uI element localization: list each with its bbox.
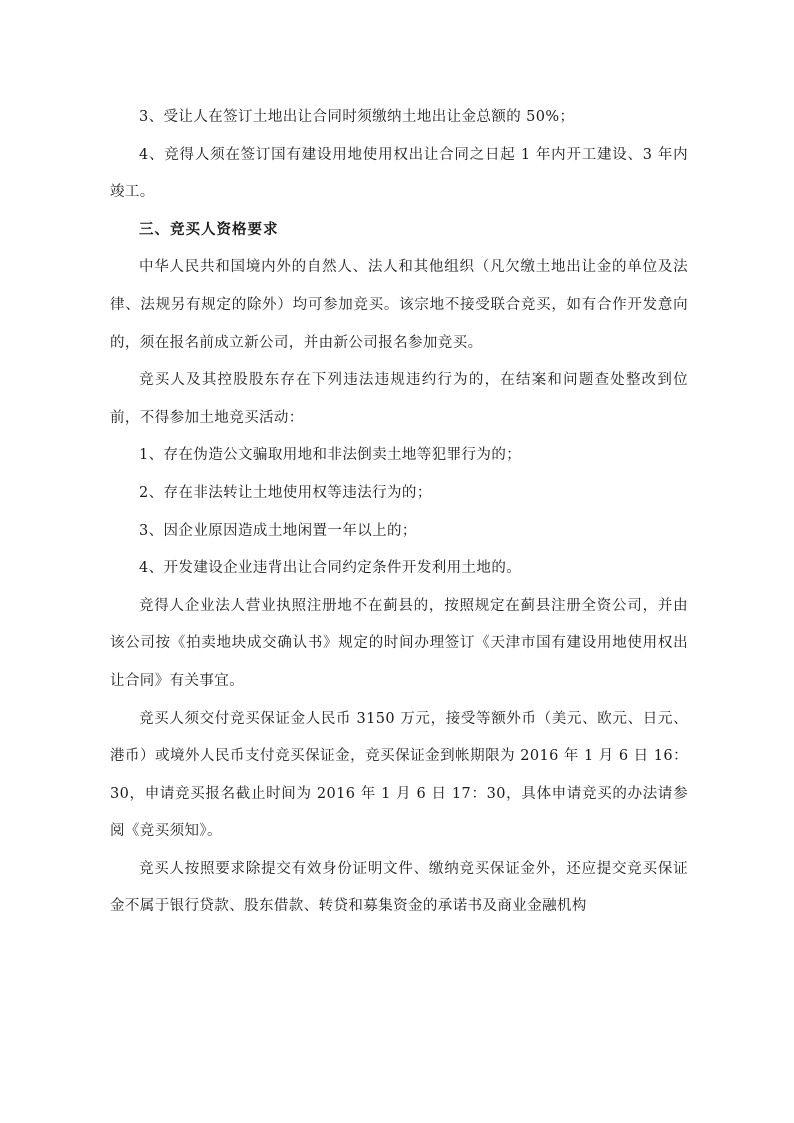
list-item-forgery: 1、存在伪造公文骗取用地和非法倒卖土地等犯罪行为的； [139,447,522,464]
paragraph-eligible-bidders: 中华人民共和国境内外的自然人、法人和其他组织（凡欠缴土地出让金的单位及法律、法规另有规定的除外）均可参加竞买。该宗地不接受联合竞买，如有合作开发意向的，须在报名前成立新公司，并由新公司报名参加竞买。 [110,259,688,351]
list-item-contract-violation: 4、开发建设企业违背出让合同约定条件开发利用土地的。 [139,560,522,577]
section-heading-qualification: 三、竞买人资格要求 [139,221,279,238]
paragraph-required-documents: 竞买人按照要求除提交有效身份证明文件、缴纳竞买保证金外，还应提交竞买保证金不属于银行贷款、股东借款、转贷和募集资金的承诺书及商业金融机构 [110,860,688,915]
paragraph-registration-location: 竞得人企业法人营业执照注册地不在蓟县的，按照规定在蓟县注册全资公司，并由该公司按《拍卖地块成交确认书》规定的时间办理签订《天津市国有建设用地使用权出让合同》有关事宜。 [110,597,688,689]
paragraph-deposit: 竞买人须交付竞买保证金人民币 3150 万元，接受等额外币（美元、欧元、日元、港币）或境外人民币支付竞买保证金，竞买保证金到帐期限为 2016 年 1 月 6 日 16：30，申请竞买报名截止时间为 2016 年 1 月 6 日 17：30，具体申请竞买的办法请参阅《竞买须知》。 [110,710,688,840]
paragraph-disqualification-intro: 竞买人及其控股股东存在下列违法违规违约行为的，在结案和问题查处整改到位前，不得参加土地竞买活动： [110,372,688,426]
list-item-illegal-transfer: 2、存在非法转让土地使用权等违法行为的； [139,484,432,501]
list-item-idle-land: 3、因企业原因造成土地闲置一年以上的； [139,522,417,539]
document-body [110,99,688,926]
paragraph-construction-deadline: 4、竞得人须在签订国有建设用地使用权出让合同之日起 1 年内开工建设、3 年内竣工。 [110,146,688,201]
paragraph-payment-ratio: 3、受让人在签订土地出让合同时须缴纳土地出让金总额的 50%； [139,109,575,125]
